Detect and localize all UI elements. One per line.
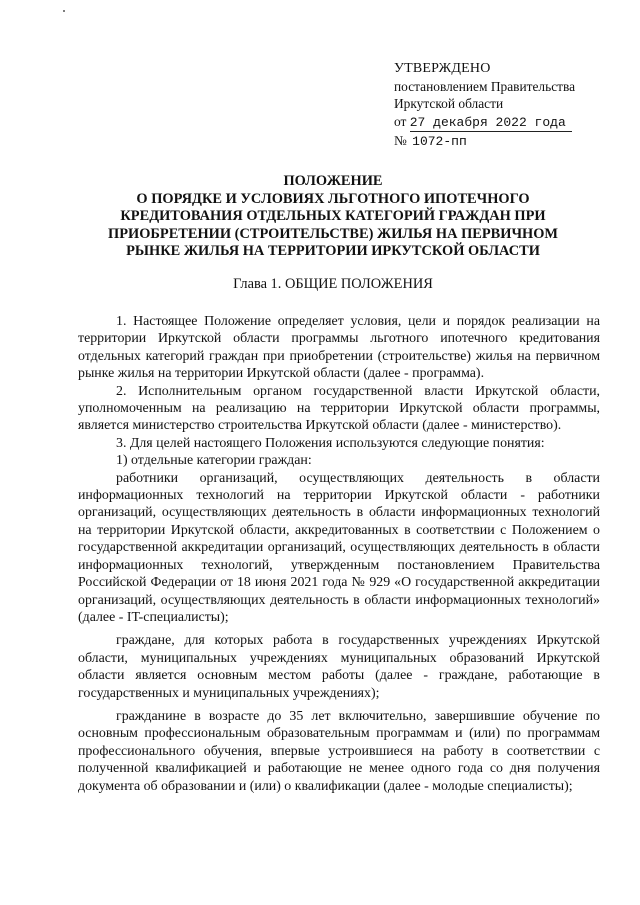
heading-line-1: ПОЛОЖЕНИЕ — [283, 173, 383, 189]
approval-line-2: Иркутской области — [394, 96, 504, 111]
paragraph-5: работники организаций, осуществляющих деятельность в области информационных технологий на территории Иркутской области - работники организаций, осуществляющих деятельность в области информационных технологий на территории Иркутской области, аккредитованных в соответствии с Положением о государственной аккредитации организаций, осуществляющих деятельность в области информационных технологий, утвержденным постановлением Правительства Российской Федерации от 18 июня 2021 года № 929 «О государственной аккредитации организаций, осуществляющих деятельность в области информационных технологий» (далее - IT-специалисты); — [78, 470, 600, 625]
approval-date-row — [394, 113, 624, 133]
scan-speck — [63, 10, 65, 12]
chapter-title: Глава 1. ОБЩИЕ ПОЛОЖЕНИЯ — [233, 276, 433, 292]
document-body — [78, 313, 600, 795]
approval-stamp — [394, 60, 624, 151]
approval-date-value: 27 декабря 2022 года — [410, 114, 572, 133]
approval-title: УТВЕРЖДЕНО — [394, 61, 491, 76]
heading-line-5: РЫНКЕ ЖИЛЬЯ НА ТЕРРИТОРИИ ИРКУТСКОЙ ОБЛАСТИ — [126, 243, 540, 260]
heading-line-4: ПРИОБРЕТЕНИИ (СТРОИТЕЛЬСТВЕ) ЖИЛЬЯ НА ПЕРВИЧНОМ — [108, 225, 558, 242]
approval-number-row — [394, 132, 624, 151]
heading-line-2: О ПОРЯДКЕ И УСЛОВИЯХ ЛЬГОТНОГО ИПОТЕЧНОГО — [136, 190, 530, 207]
document-heading — [58, 173, 608, 261]
heading-line-3: КРЕДИТОВАНИЯ ОТДЕЛЬНЫХ КАТЕГОРИЙ ГРАЖДАН ПРИ — [120, 208, 546, 225]
approval-number-prefix: № — [394, 133, 407, 148]
approval-date-prefix: от — [394, 113, 407, 129]
paragraph-7: гражданине в возрасте до 35 лет включительно, завершившие обучение по основным профессиональным образовательным программам и (или) по программам профессионального обучения, впервые устроившиеся на работу в соответствии с полученной квалификацией и работающие не менее одного года со дня получения документа об образовании и (или) о квалификации (далее - молодые специалисты); — [78, 708, 600, 794]
approval-line-1: постановлением Правительства — [394, 78, 576, 94]
paragraph-2: 2. Исполнительным органом государственной власти Иркутской области, уполномоченным на реализацию на территории Иркутской области программы, является министерство строительства Иркутской области (далее - министерство). — [78, 383, 600, 434]
paragraph-1: 1. Настоящее Положение определяет условия, цели и порядок реализации на территории Иркутской области программы льготного ипотечного кредитования отдельных категорий граждан при приобретении (строительстве) жилья на первичном рынке жилья на территории Иркутской области (далее - программа). — [78, 314, 600, 382]
paragraph-6: граждане, для которых работа в государственных учреждениях Иркутской области, муниципальных учреждениях муниципальных образований Иркутской области является основным местом работы (далее - граждане, работающие в государственных и муниципальных учреждениях); — [78, 633, 600, 701]
paragraph-3: 3. Для целей настоящего Положения используются следующие понятия: — [116, 435, 545, 451]
approval-number-value: 1072-пп — [412, 134, 467, 149]
paragraph-4: 1) отдельные категории граждан: — [116, 453, 312, 469]
